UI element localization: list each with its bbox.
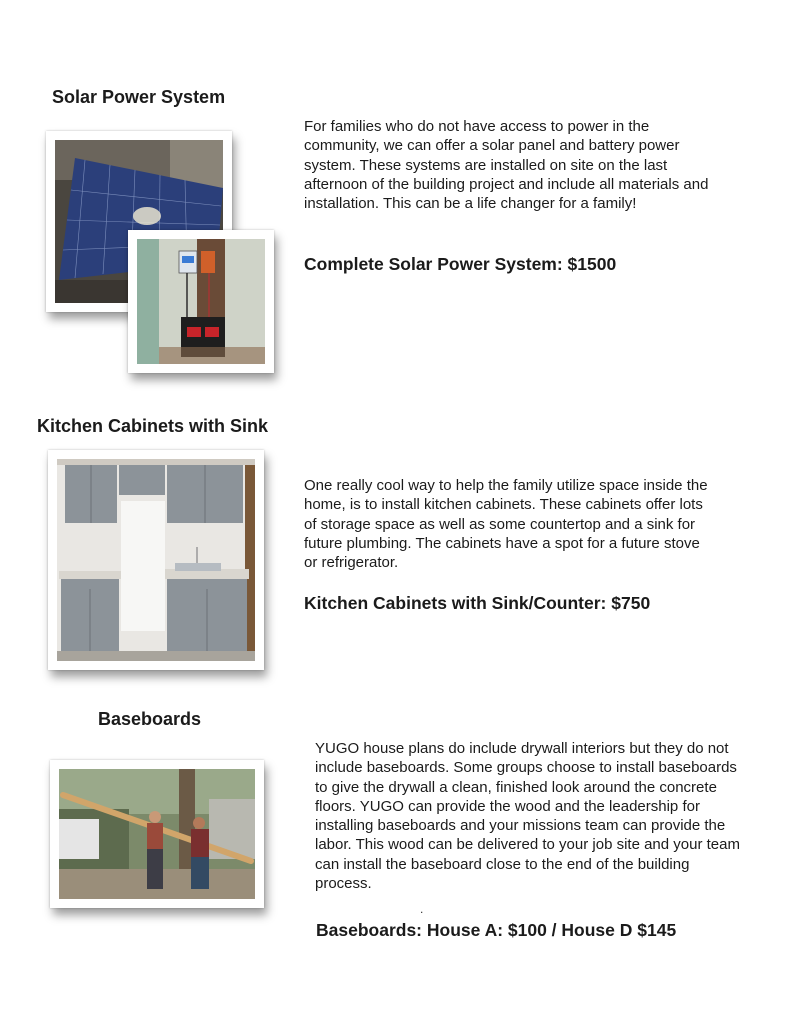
- kitchen-price: Kitchen Cabinets with Sink/Counter: $750: [304, 593, 651, 613]
- baseboards-section-title: Baseboards: [98, 709, 202, 729]
- kitchen-section-title: Kitchen Cabinets with Sink: [37, 416, 269, 436]
- solar-description: For families who do not have access to power in the community, we can offer a solar panel and battery power system. These systems are installed on site on the last afternoon of the building project and include all materials and installation. This can be a life changer for a family!: [304, 118, 709, 213]
- stray-dot: .: [420, 902, 424, 916]
- baseboards-description: YUGO house plans do include drywall interiors but they do not include baseboards. Some groups choose to install baseboards to give the drywall a clean, finished look around the concrete floors. YUGO can provide the wood and the leadership for installing baseboards and your missions team can provide the labor. This wood can be delivered to your job site and your team can install the baseboard close to the end of the building process.: [315, 740, 740, 893]
- solar-section-title: Solar Power System: [52, 87, 226, 107]
- solar-price: Complete Solar Power System: $1500: [304, 254, 617, 274]
- baseboards-photo: [50, 760, 264, 908]
- kitchen-description: One really cool way to help the family utilize space inside the home, is to install kitchen cabinets. These cabinets offer lots of storage space as well as some countertop and a sink for future plumbing. The cabinets have a spot for a future stove or refrigerator.: [304, 477, 708, 572]
- solar-battery-photo: [128, 230, 274, 373]
- baseboards-price: Baseboards: House A: $100 / House D $145: [316, 920, 677, 940]
- kitchen-cabinets-photo: [48, 450, 264, 670]
